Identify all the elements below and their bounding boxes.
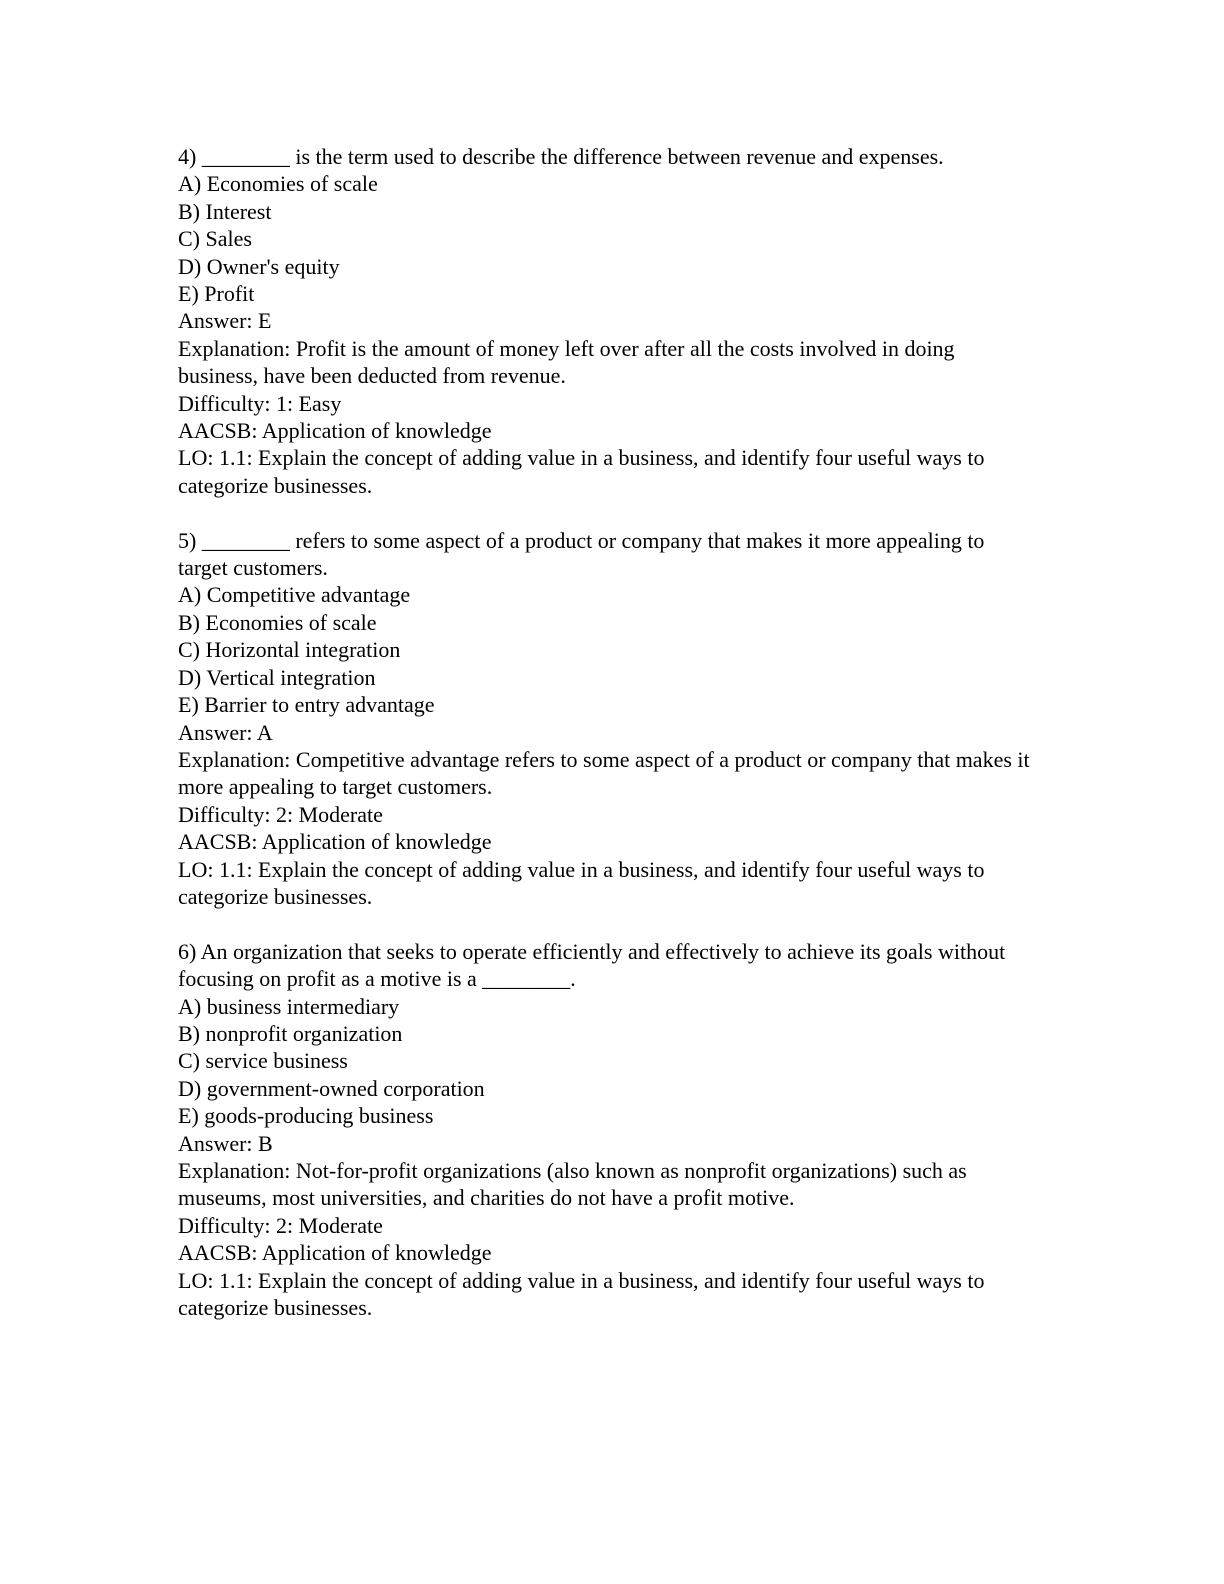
answer-option-e: E) Profit — [178, 281, 255, 307]
difficulty: Difficulty: 2: Moderate — [178, 1212, 383, 1238]
answer-option-c: C) Horizontal integration — [178, 637, 401, 663]
answer-option-a: A) business intermediary — [178, 993, 400, 1019]
answer-option-b: B) Interest — [178, 198, 272, 224]
difficulty: Difficulty: 2: Moderate — [178, 801, 383, 827]
answer-key: Answer: B — [178, 1130, 273, 1156]
answer-key: Answer: E — [178, 308, 272, 334]
question-4 — [178, 143, 1048, 499]
difficulty: Difficulty: 1: Easy — [178, 390, 342, 416]
answer-option-e: E) Barrier to entry advantage — [178, 692, 435, 718]
explanation: Explanation: Not-for-profit organizations (also known as nonprofit organizations) such as museums, most universities, and charities do not have a profit motive. — [178, 1158, 967, 1211]
explanation: Explanation: Competitive advantage refers to some aspect of a product or company that makes it more appealing to target customers. — [178, 746, 1030, 800]
answer-option-c: C) Sales — [178, 226, 252, 252]
question-stem: 6) An organization that seeks to operate efficiently and effectively to achieve its goals without focusing on profit as a motive is a ________. — [178, 938, 1006, 992]
learning-objective: LO: 1.1: Explain the concept of adding value in a business, and identify four useful ways to categorize businesses. — [178, 445, 985, 498]
aacsb: AACSB: Application of knowledge — [178, 829, 492, 855]
aacsb: AACSB: Application of knowledge — [178, 1240, 492, 1266]
answer-option-b: B) nonprofit organization — [178, 1020, 403, 1046]
question-stem: 4) ________ is the term used to describe the difference between revenue and expenses. — [178, 144, 944, 169]
question-5 — [178, 527, 1048, 911]
learning-objective: LO: 1.1: Explain the concept of adding value in a business, and identify four useful ways to categorize businesses. — [178, 1267, 985, 1321]
question-stem: 5) ________ refers to some aspect of a product or company that makes it more appealing to target customers. — [178, 527, 985, 581]
question-6 — [178, 938, 1048, 1322]
answer-option-e: E) goods-producing business — [178, 1103, 434, 1129]
learning-objective: LO: 1.1: Explain the concept of adding value in a business, and identify four useful ways to categorize businesses. — [178, 856, 985, 909]
answer-option-d: D) Vertical integration — [178, 664, 376, 690]
explanation: Explanation: Profit is the amount of money left over after all the costs involved in doing business, have been deducted from revenue. — [178, 335, 955, 389]
answer-key: Answer: A — [178, 719, 273, 745]
answer-option-b: B) Economies of scale — [178, 609, 377, 635]
answer-option-a: A) Economies of scale — [178, 171, 378, 197]
answer-option-c: C) service business — [178, 1048, 348, 1074]
answer-option-d: D) Owner's equity — [178, 253, 340, 279]
answer-option-a: A) Competitive advantage — [178, 582, 411, 608]
aacsb: AACSB: Application of knowledge — [178, 418, 492, 444]
answer-option-d: D) government-owned corporation — [178, 1075, 485, 1101]
document-content — [178, 143, 1048, 1349]
